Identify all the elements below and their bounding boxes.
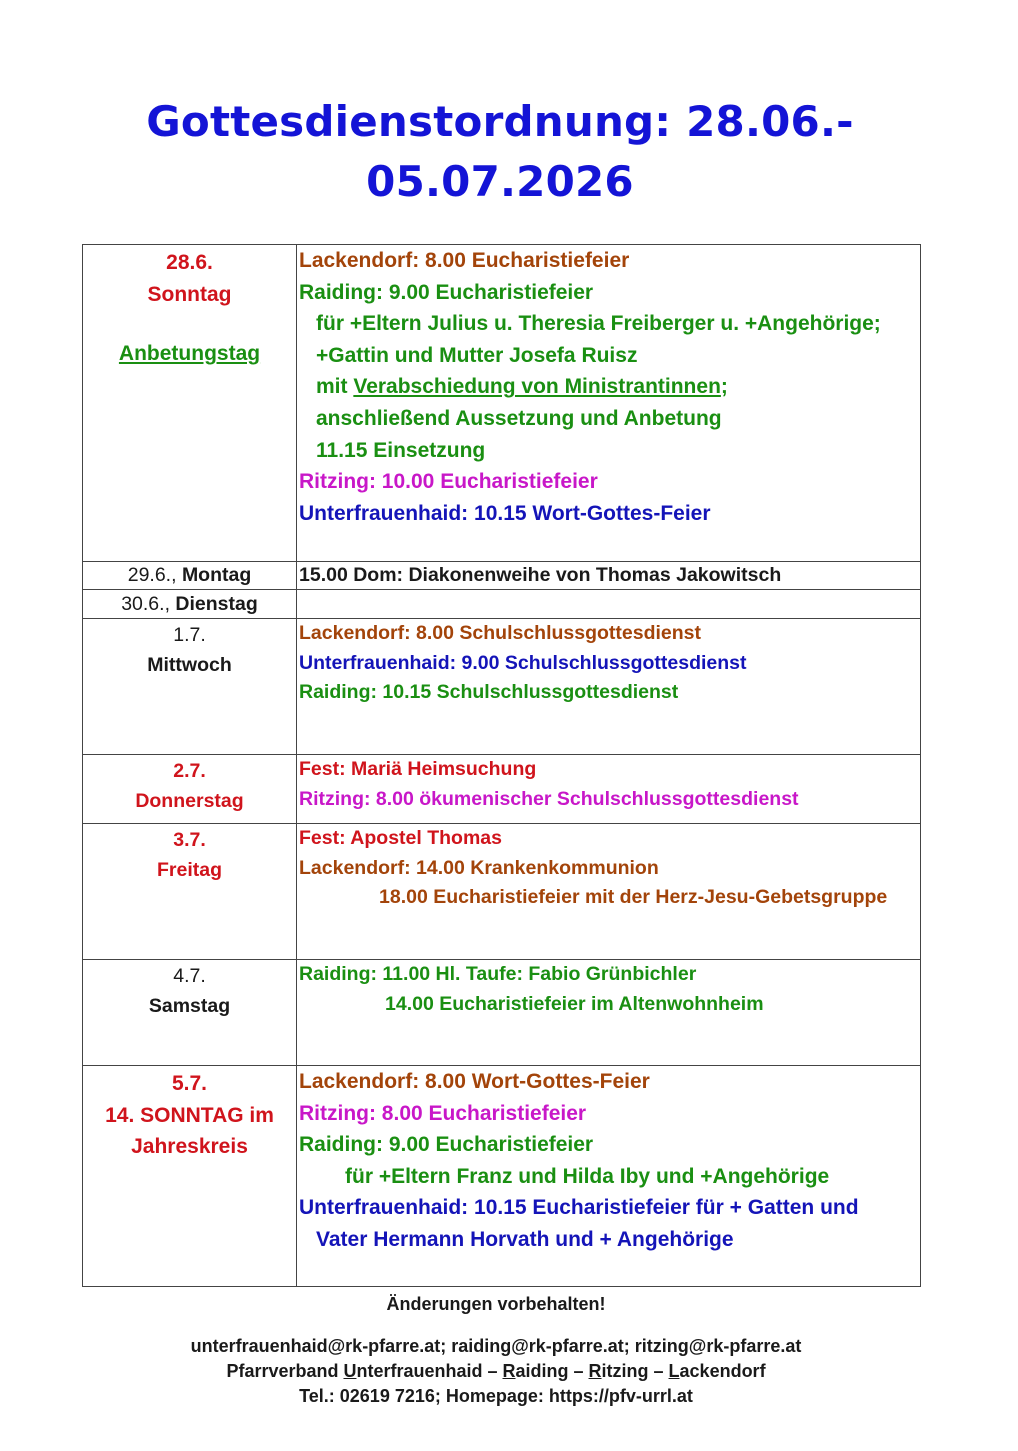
- day-cell: [83, 824, 297, 960]
- events-cell: [297, 1066, 921, 1287]
- verband-part: nterfrauenhaid –: [356, 1361, 503, 1381]
- day-weekday: Freitag: [156, 858, 222, 881]
- day-cell: [83, 245, 297, 562]
- event-line: 15.00 Dom: Diakonenweihe von Thomas Jakowitsch: [299, 564, 782, 586]
- event-line: [299, 371, 920, 403]
- contact-phone-homepage: Tel.: 02619 7216; Homepage: https://pfv-urrl.at: [299, 1386, 693, 1406]
- title-line-1: Gottesdienstordnung: 28.06.-: [146, 97, 854, 146]
- day-date: 30.6.,: [121, 593, 176, 615]
- event-line: 11.15 Einsetzung: [316, 438, 486, 462]
- event-line: Ritzing: 8.00 ökumenischer Schulschlussgottesdienst: [299, 787, 799, 810]
- event-line: Lackendorf: 8.00 Wort-Gottes-Feier: [299, 1070, 650, 1093]
- event-line: Lackendorf: 8.00 Eucharistiefeier: [299, 249, 630, 272]
- day-cell: [83, 960, 297, 1066]
- events-cell: [297, 755, 921, 824]
- day-weekday: Montag: [181, 564, 252, 586]
- day-weekday-cont: Jahreskreis: [131, 1135, 248, 1159]
- events-cell: [297, 590, 921, 619]
- day-date: 29.6.,: [127, 564, 182, 586]
- event-text: ;: [720, 375, 728, 399]
- event-line: Lackendorf: 8.00 Schulschlussgottesdienst: [299, 622, 702, 644]
- table-row: [83, 755, 921, 824]
- day-weekday: 14. SONNTAG im: [105, 1103, 274, 1127]
- event-line: Unterfrauenhaid: 10.15 Eucharistiefeier für + Gatten und: [299, 1196, 859, 1220]
- event-line: Unterfrauenhaid: 10.15 Wort-Gottes-Feier: [299, 501, 711, 525]
- event-line: Fest: Mariä Heimsuchung: [299, 758, 537, 780]
- events-cell: [297, 619, 921, 755]
- table-row: [83, 1066, 921, 1287]
- day-date: 3.7.: [173, 829, 206, 851]
- verband-part: aiding –: [515, 1361, 589, 1381]
- day-date: 4.7.: [173, 965, 206, 987]
- verband-initial: R: [502, 1361, 516, 1381]
- schedule-table: [82, 244, 921, 1287]
- day-cell: [83, 619, 297, 755]
- day-cell: [83, 755, 297, 824]
- event-text: mit: [316, 375, 354, 399]
- verband-prefix: Pfarrverband: [226, 1361, 344, 1381]
- day-note: Anbetungstag: [118, 342, 261, 366]
- changes-note: Änderungen vorbehalten!: [386, 1294, 606, 1314]
- event-line: für +Eltern Julius u. Theresia Freiberger u. +Angehörige;: [316, 312, 881, 336]
- event-line: Raiding: 9.00 Eucharistiefeier: [299, 1133, 594, 1157]
- event-line: Lackendorf: 14.00 Krankenkommunion: [299, 856, 659, 879]
- event-line: Vater Hermann Horvath und + Angehörige: [316, 1227, 734, 1251]
- verband-initial: L: [668, 1361, 680, 1381]
- day-weekday: Dienstag: [175, 593, 258, 615]
- day-cell: [83, 1066, 297, 1287]
- event-line: Unterfrauenhaid: 9.00 Schulschlussgottesdienst: [299, 651, 747, 674]
- events-cell: [297, 562, 921, 590]
- day-weekday: Mittwoch: [147, 653, 232, 676]
- event-line: 14.00 Eucharistiefeier im Altenwohnheim: [385, 992, 764, 1015]
- contact-emails: unterfrauenhaid@rk-pfarre.at; raiding@rk-pfarre.at; ritzing@rk-pfarre.at: [190, 1336, 802, 1356]
- day-cell: [83, 562, 297, 590]
- day-weekday: Donnerstag: [135, 789, 244, 812]
- day-weekday: Samstag: [148, 994, 231, 1017]
- event-line: Raiding: 11.00 Hl. Taufe: Fabio Grünbichler: [299, 963, 697, 985]
- parish-association: [0, 1361, 992, 1382]
- table-row: [83, 824, 921, 960]
- event-line: Ritzing: 10.00 Eucharistiefeier: [299, 470, 598, 494]
- table-row: [83, 590, 921, 619]
- verband-initial: R: [588, 1361, 602, 1381]
- table-row: [83, 562, 921, 590]
- table-row: [83, 245, 921, 562]
- events-cell: [297, 960, 921, 1066]
- day-date: 1.7.: [173, 624, 206, 646]
- event-line: Raiding: 9.00 Eucharistiefeier: [299, 280, 594, 304]
- title-line-2: 05.07.2026: [366, 157, 634, 206]
- day-date: 2.7.: [173, 760, 206, 782]
- event-line: anschließend Aussetzung und Anbetung: [316, 406, 722, 430]
- event-line: Ritzing: 8.00 Eucharistiefeier: [299, 1101, 587, 1125]
- verband-part: itzing –: [601, 1361, 669, 1381]
- event-line: 18.00 Eucharistiefeier mit der Herz-Jesu-Gebetsgruppe: [379, 886, 888, 908]
- verband-part: ackendorf: [679, 1361, 766, 1381]
- event-line: Raiding: 10.15 Schulschlussgottesdienst: [299, 681, 679, 703]
- day-date: 28.6.: [166, 251, 213, 274]
- page-title: [0, 92, 1000, 212]
- event-text-underlined: Verabschiedung von Ministrantinnen: [353, 375, 721, 399]
- event-line: +Gattin und Mutter Josefa Ruisz: [316, 343, 638, 367]
- events-cell: [297, 824, 921, 960]
- event-line: Fest: Apostel Thomas: [299, 827, 502, 849]
- day-date: 5.7.: [171, 1072, 208, 1095]
- event-line: für +Eltern Franz und Hilda Iby und +Angehörige: [345, 1164, 830, 1188]
- verband-initial: U: [343, 1361, 357, 1381]
- day-weekday: Sonntag: [147, 282, 232, 306]
- table-row: [83, 619, 921, 755]
- day-cell: [83, 590, 297, 619]
- events-cell: [297, 245, 921, 562]
- table-row: [83, 960, 921, 1066]
